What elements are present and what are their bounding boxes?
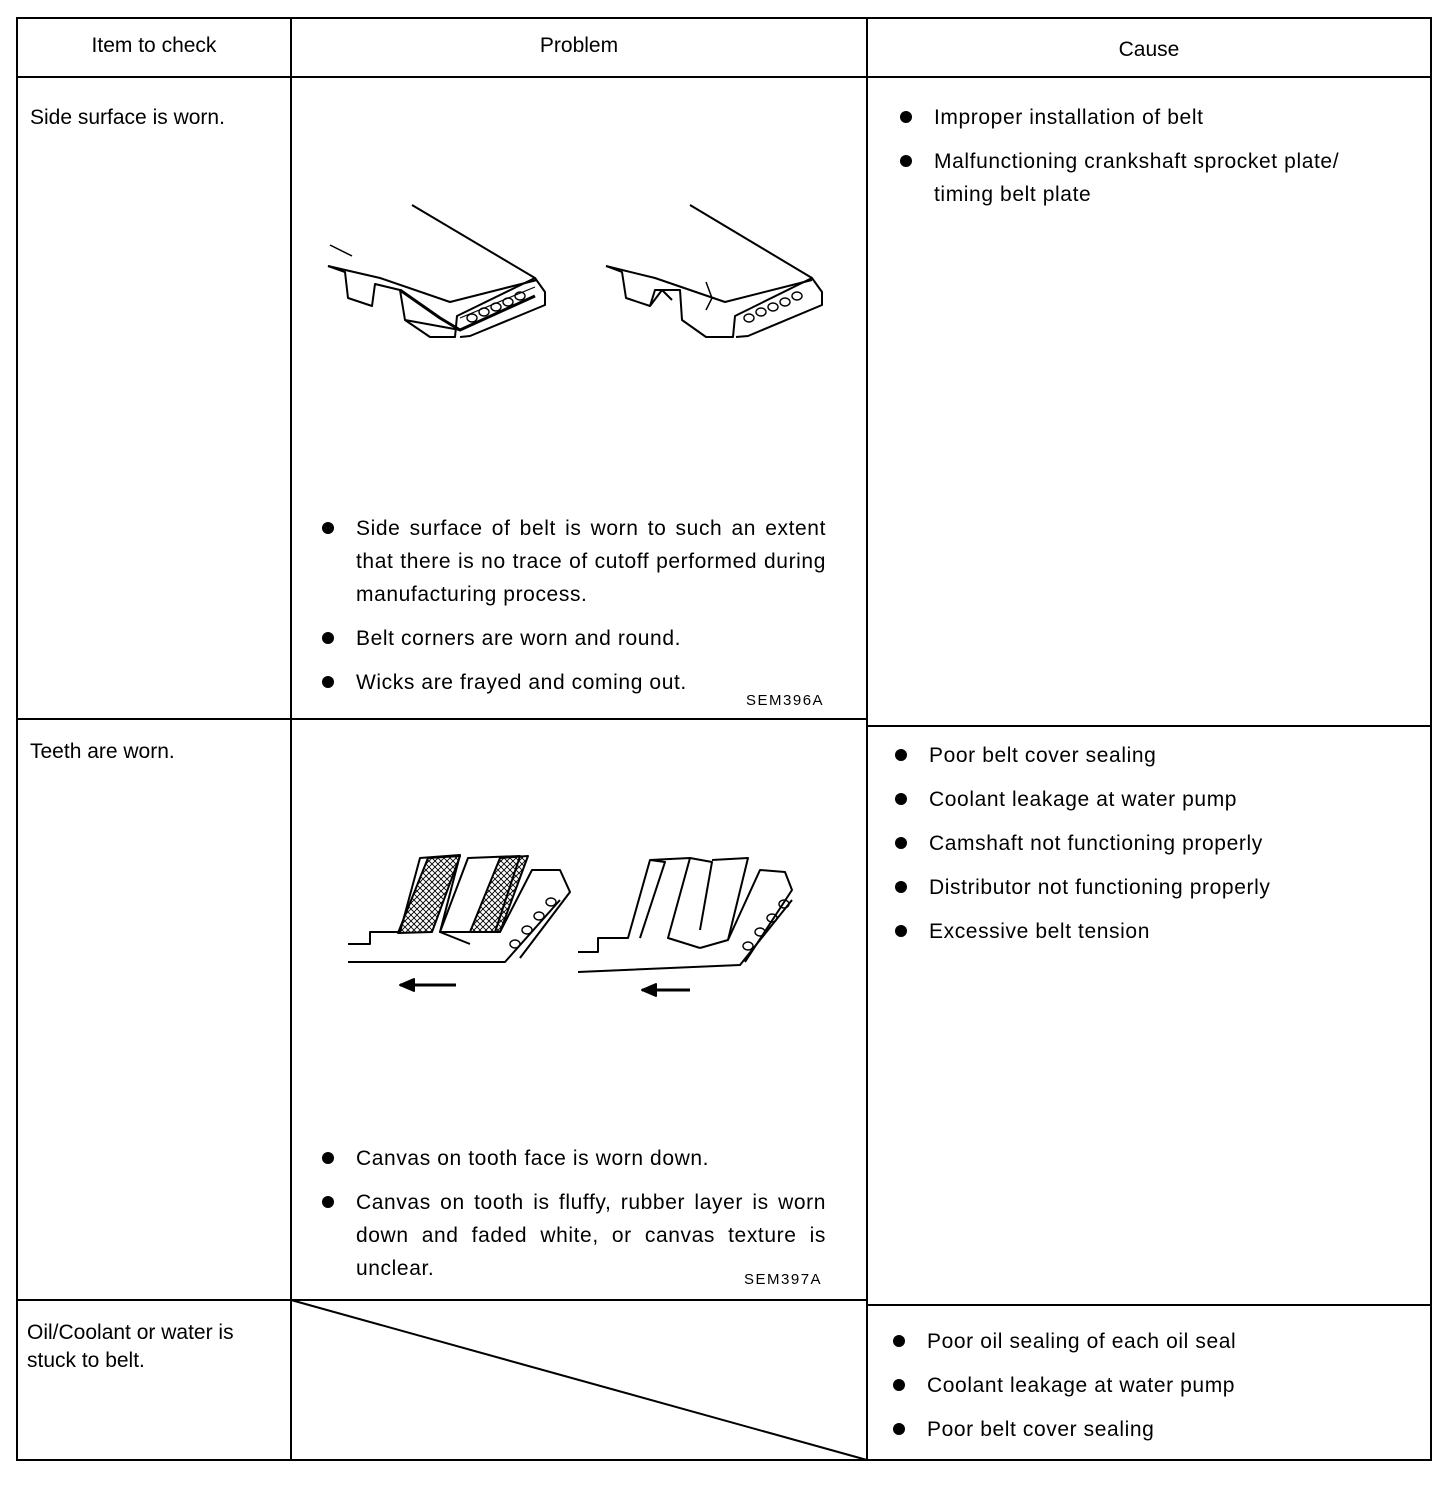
header-problem: Problem	[539, 34, 619, 57]
list-item: Coolant leakage at water pump	[895, 783, 1405, 816]
bullet-icon	[322, 1196, 334, 1208]
belt-teeth-wear-illustration	[348, 855, 792, 996]
bullet-icon	[895, 837, 907, 849]
list-item: Side surface of belt is worn to such an extent that there is no trace of cutoff performed during manufacturing process.	[322, 512, 826, 611]
bullet-icon	[893, 1423, 905, 1435]
bullet-icon	[895, 749, 907, 761]
belt-side-wear-illustration	[328, 205, 822, 337]
list-item: Distributor not functioning properly	[895, 871, 1405, 904]
list-item: Wicks are frayed and coming out.	[322, 666, 826, 699]
list-item: Canvas on tooth is fluffy, rubber layer is worn down and faded white, or canvas texture is unclear.	[322, 1186, 826, 1285]
bullet-icon	[900, 155, 912, 167]
list-item: Coolant leakage at water pump	[893, 1369, 1403, 1402]
item-side-surface-worn: Side surface is worn.	[30, 106, 225, 129]
figure-code-sem396a: SEM396A	[746, 692, 825, 709]
item-teeth-worn: Teeth are worn.	[30, 740, 175, 763]
list-item: Improper installation of belt	[900, 101, 1400, 134]
bullet-icon	[322, 1152, 334, 1164]
list-item: Poor belt cover sealing	[895, 739, 1405, 772]
bullet-icon	[322, 676, 334, 688]
bullet-icon	[893, 1335, 905, 1347]
list-item: Canvas on tooth face is worn down.	[322, 1142, 826, 1175]
problem-list-side-surface	[322, 512, 826, 710]
header-item-to-check: Item to check	[91, 34, 217, 57]
cause-list-oil-coolant	[893, 1325, 1403, 1457]
list-item: Poor oil sealing of each oil seal	[893, 1325, 1403, 1358]
list-item: Malfunctioning crankshaft sprocket plate/ timing belt plate	[900, 145, 1400, 211]
bullet-icon	[900, 111, 912, 123]
bullet-icon	[895, 793, 907, 805]
empty-cell-diagonal	[291, 1300, 867, 1460]
item-oil-coolant-stuck: Oil/Coolant or water is stuck to belt.	[27, 1321, 234, 1372]
header-cause: Cause	[1118, 38, 1180, 61]
list-item: Camshaft not functioning properly	[895, 827, 1405, 860]
list-item: Belt corners are worn and round.	[322, 622, 826, 655]
cause-list-teeth	[895, 739, 1405, 959]
bullet-icon	[322, 632, 334, 644]
bullet-icon	[322, 522, 334, 534]
bullet-icon	[893, 1379, 905, 1391]
cause-list-side-surface	[900, 101, 1400, 222]
bullet-icon	[895, 925, 907, 937]
figure-code-sem397a: SEM397A	[744, 1271, 823, 1288]
list-item: Poor belt cover sealing	[893, 1413, 1403, 1446]
list-item: Excessive belt tension	[895, 915, 1405, 948]
bullet-icon	[895, 881, 907, 893]
